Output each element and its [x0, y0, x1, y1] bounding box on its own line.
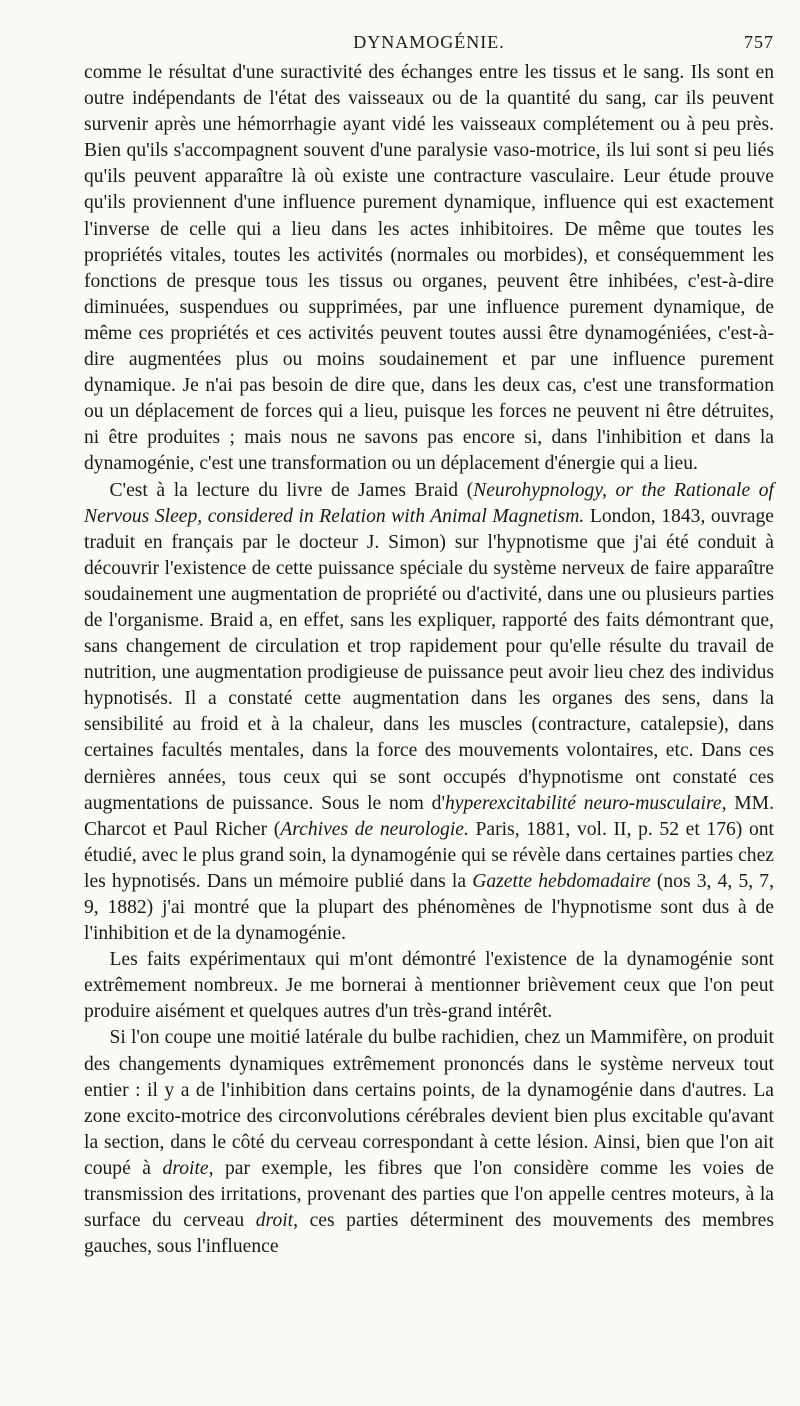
italic-term: hyperexcitabilité neuro-musculaire [444, 792, 722, 814]
text-segment: comme le résultat d'une suractivité des échanges entre les tissus et le sang. Ils sont en outre indépendants de l'état des vaisseaux ou de la quantité du sang, car ils peuvent survenir après une hémorrhagie ayant vidé les vaisseaux complétement ou à peu près. Bien qu'ils s'accompagnent souvent d'une paralysie vaso-motrice, ils lui sont si peu liés qu'ils peuvent apparaître là où existe une contracture vasculaire. Leur étude prouve qu'ils proviennent d'une influence purement dynamique, influence qui est exactement l'inverse de celle qui a lieu dans les actes inhibitoires. De même que toutes les propriétés vitales, toutes les activités (normales ou morbides), et conséquemment les fonctions de presque tous les tissus ou organes, peuvent être inhibées, c'est-à-dire diminuées, suspendues ou supprimées, par une influence purement dynamique, de même ces propriétés et ces activités peuvent toutes aussi être dynamogéniées, c'est-à-dire augmentées plus ou moins soudainement et par une influence purement dynamique. Je n'ai pas besoin de dire que, dans les deux cas, c'est une transformation ou un déplacement de forces qui a lieu, puisque les forces ne peuvent ni être détruites, ni être produites ; mais nous ne savons pas encore si, dans l'inhibition et dans la dynamogénie, c'est une transformation ou un déplacement d'énergie qui a lieu. [84, 62, 774, 475]
text-segment: Si l'on coupe une moitié latérale du bulbe rachidien, chez un Mammifère, on produit des changements dynamiques extrêmement prononcés dans le système nerveux tout entier : il y a de l'inhibition dans certains points, de la dynamogénie dans d'autres. La zone excito-motrice des circonvolutions cérébrales devient bien plus excitable qu'avant la section, dans le côté du cerveau correspondant à cette lésion. Ainsi, bien que l'on ait coupé à [84, 1027, 774, 1179]
italic-word: droit [255, 1210, 294, 1232]
journal-title: Gazette hebdomadaire [472, 870, 651, 892]
page-body [84, 60, 774, 1260]
italic-word: droite [162, 1157, 209, 1179]
paragraph-1 [84, 60, 774, 478]
text-segment: , ces parties déterminent des mouvements des membres gauches, sous l'influence [84, 1210, 774, 1258]
text-segment: , MM. Charcot et Paul Richer ( [84, 792, 774, 840]
text-segment: (nos 3, 4, 5, 7, 9, 1882) j'ai montré que la plupart des phénomènes de l'hypnotisme sont dus à de l'inhibition et de la dynamogénie. [84, 870, 774, 945]
journal-title: Archives de neurologie. [280, 818, 469, 840]
paragraph-3 [84, 947, 774, 1025]
page-number: 757 [744, 32, 774, 52]
text-segment: , par exemple, les fibres que l'on considère comme les voies de transmission des irritations, provenant des parties que l'on appelle centres moteurs, à la surface du cerveau [84, 1157, 775, 1232]
book-page [84, 28, 774, 1260]
paragraph-2 [84, 478, 774, 948]
text-segment: Les faits expérimentaux qui m'ont démontré l'existence de la dynamogénie sont extrêmement nombreux. Je me bornerai à mentionner brièvement ceux que l'on peut produire aisément et quelques autres d'un très-grand intérêt. [84, 949, 774, 1023]
text-segment: C'est à la lecture du livre de James Braid ( [109, 479, 474, 501]
book-title: Neurohypnology, or the Rationale of Nervous Sleep, considered in Relation with Animal Magnetism. [84, 479, 774, 527]
running-title: DYNAMOGÉNIE. [353, 32, 505, 52]
paragraph-4 [84, 1025, 774, 1260]
text-segment: Paris, 1881, vol. II, p. 52 et 176) ont étudié, avec le plus grand soin, la dynamogénie qui se révèle dans certaines parties chez les hypnotisés. Dans un mémoire publié dans la [84, 818, 774, 892]
page-header [84, 28, 774, 60]
text-segment: London, 1843, ouvrage traduit en français par le docteur J. Simon) sur l'hypnotisme que j'ai été conduit à découvrir l'existence de cette puissance spéciale du système nerveux de faire apparaître soudainement une augmentation de propriété ou d'activité, dans une ou plusieurs parties de l'organisme. Braid a, en effet, sans les expliquer, rapporté des faits démontrant que, sans changement de circulation et trop rapidement pour qu'elle résulte du travail de nutrition, une augmentation prodigieuse de puissance peut avoir lieu chez des individus hypnotisés. Il a constaté cette augmentation dans les organes des sens, dans la sensibilité au froid et à la chaleur, dans les muscles (contracture, catalepsie), dans certaines facultés mentales, dans la force des mouvements volontaires, etc. Dans ces dernières années, tous ceux qui se sont occupés d'hypnotisme ont constaté ces augmentations de puissance. Sous le nom d' [84, 505, 774, 814]
